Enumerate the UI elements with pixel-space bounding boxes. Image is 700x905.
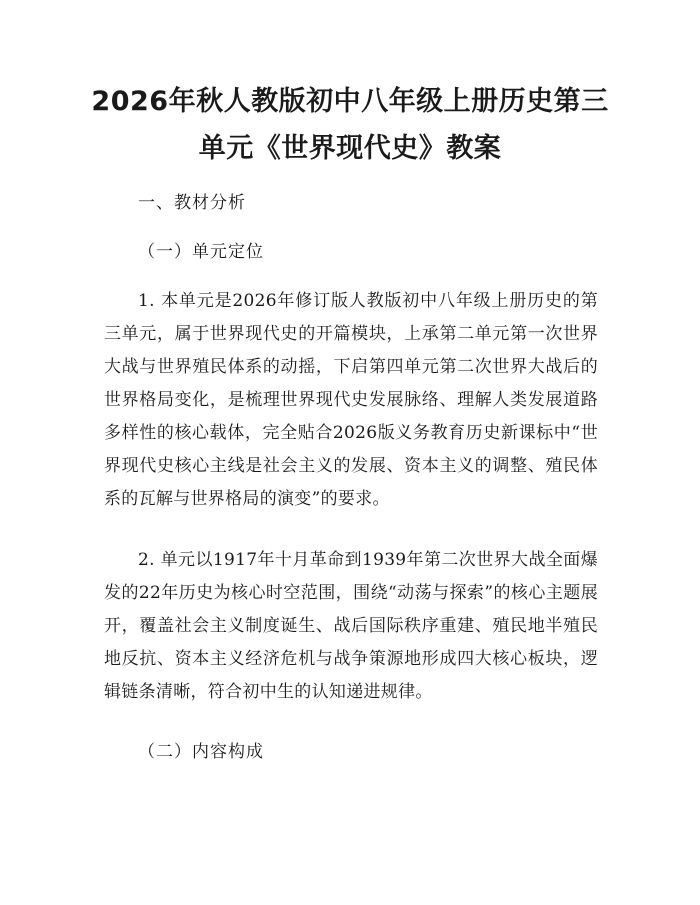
- paragraph-1: 1. 本单元是2026年修订版人教版初中八年级上册历史的第三单元，属于世界现代史的开篇模块，上承第二单元第一次世界大战与世界殖民体系的动摇，下启第四单元第二次世界大战后的世界格局变化，是梳理世界现代史发展脉络、理解人类发展道路多样性的核心载体，完全贴合2026版义务教育历史新课标中“世界现代史核心主线是社会主义的发展、资本主义的调整、殖民体系的瓦解与世界格局的演变”的要求。: [104, 291, 598, 509]
- paragraph-2: 2. 单元以1917年十月革命到1939年第二次世界大战全面爆发的22年历史为核心时空范围，围绕“动荡与探索”的核心主题展开，覆盖社会主义制度诞生、战后国际秩序重建、殖民地半殖民地反抗、资本主义经济危机与战争策源地形成四大核心板块，逻辑链条清晰，符合初中生的认知递进规律。: [104, 550, 598, 702]
- subsection-heading-unit-positioning: （一）单元定位: [138, 242, 264, 262]
- section-heading-textbook-analysis: 一、教材分析: [138, 193, 246, 213]
- document-title: 2026年秋人教版初中八年级上册历史第三单元《世界现代史》教案: [91, 86, 609, 164]
- subsection-heading-content-composition: （二）内容构成: [138, 742, 264, 762]
